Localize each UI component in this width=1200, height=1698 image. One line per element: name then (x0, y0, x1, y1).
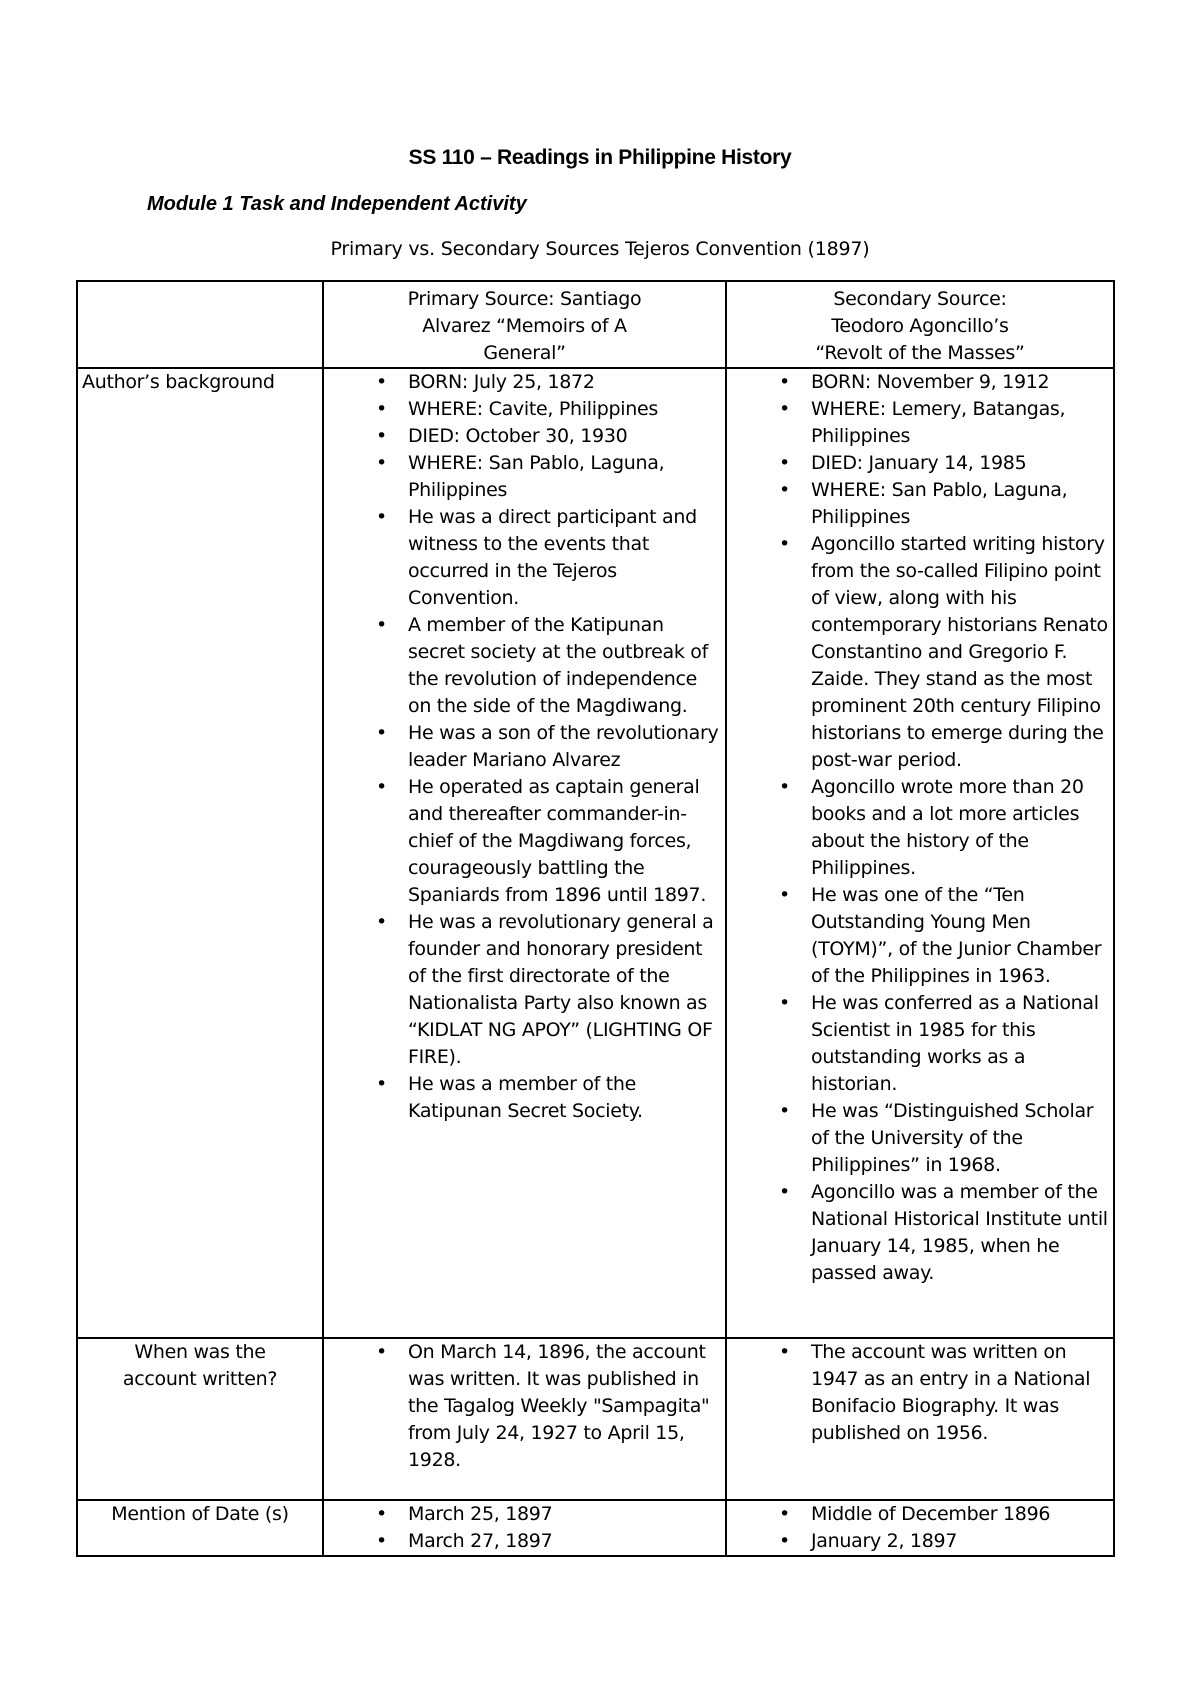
list-item: • On March 14, 1896, the account was written. It was published in the Tagalog Weekly "Sampagita" from July 24, 1927 to April 15, 1928. (328, 1339, 721, 1474)
list-item: • He was one of the “Ten Outstanding Young Men (TOYM)”, of the Junior Chamber of the Philippines in 1963. (731, 882, 1109, 990)
list-item: • He was a member of the Katipunan Secret Society. (328, 1071, 721, 1125)
secondary-cell (726, 1338, 1114, 1500)
list-item: • January 2, 1897 (731, 1528, 1109, 1555)
header-line: Secondary Source: (833, 288, 1007, 310)
list-item: • Agoncillo was a member of the National Historical Institute until January 14, 1985, when he passed away. (731, 1179, 1109, 1287)
table-caption: Primary vs. Secondary Sources Tejeros Convention (1897) (330, 238, 870, 260)
secondary-cell (726, 1500, 1114, 1556)
primary-cell (323, 1500, 726, 1556)
list-item: • He was “Distinguished Scholar of the University of the Philippines” in 1968. (731, 1098, 1109, 1179)
primary-cell (323, 1338, 726, 1500)
header-line: “Revolt of the Masses” (815, 342, 1025, 364)
bullet-list (328, 1501, 721, 1555)
header-line: Primary Source: Santiago (407, 288, 642, 310)
primary-cell (323, 368, 726, 1338)
list-item: • He was conferred as a National Scientist in 1985 for this outstanding works as a historian. (731, 990, 1109, 1098)
row-label: Mention of Date (s) (77, 1500, 323, 1556)
bullet-list (731, 1339, 1109, 1447)
header-line: Teodoro Agoncillo’s (831, 315, 1009, 337)
list-item: • DIED: October 30, 1930 (328, 423, 721, 450)
secondary-cell (726, 368, 1114, 1338)
header-line: Alvarez “Memoirs of A (422, 315, 627, 337)
header-primary-source (323, 281, 726, 368)
row-authors-background (77, 368, 1114, 1338)
row-mention-of-dates (77, 1500, 1114, 1556)
list-item: • WHERE: San Pablo, Laguna, Philippines (731, 477, 1109, 531)
document-title: SS 110 – Readings in Philippine History (408, 146, 792, 169)
row-label-text: When was the account written? (122, 1341, 278, 1390)
list-item: • He was a revolutionary general a founder and honorary president of the first directorate of the Nationalista Party also known as “KIDLAT NG APOY” (LIGHTING OF FIRE). (328, 909, 721, 1071)
bullet-list (328, 369, 721, 1125)
list-item: • The account was written on 1947 as an entry in a National Bonifacio Biography. It was published on 1956. (731, 1339, 1109, 1447)
list-item: • WHERE: San Pablo, Laguna, Philippines (328, 450, 721, 504)
row-label (77, 1338, 323, 1500)
list-item: • DIED: January 14, 1985 (731, 450, 1109, 477)
row-when-written (77, 1338, 1114, 1500)
list-item: • WHERE: Lemery, Batangas, Philippines (731, 396, 1109, 450)
header-empty-cell (77, 281, 323, 368)
list-item: • Agoncillo wrote more than 20 books and a lot more articles about the history of the Philippines. (731, 774, 1109, 882)
list-item: • He operated as captain general and thereafter commander-in-chief of the Magdiwang forces, courageously battling the Spaniards from 1896 until 1897. (328, 774, 721, 909)
list-item: • He was a direct participant and witness to the events that occurred in the Tejeros Convention. (328, 504, 721, 612)
list-item: • March 27, 1897 (328, 1528, 721, 1555)
bullet-list (731, 369, 1109, 1287)
list-item: • Middle of December 1896 (731, 1501, 1109, 1528)
list-item: • Agoncillo started writing history from the so-called Filipino point of view, along with his contemporary historians Renato Constantino and Gregorio F. Zaide. They stand as the most prominent 20th century Filipino historians to emerge during the post-war period. (731, 531, 1109, 774)
list-item: • WHERE: Cavite, Philippines (328, 396, 721, 423)
row-label: Author’s background (77, 368, 323, 1338)
header-secondary-source (726, 281, 1114, 368)
header-line: General” (483, 342, 566, 364)
bullet-list (328, 1339, 721, 1474)
table-header-row (77, 281, 1114, 368)
list-item: • BORN: November 9, 1912 (731, 369, 1109, 396)
list-item: • BORN: July 25, 1872 (328, 369, 721, 396)
list-item: • March 25, 1897 (328, 1501, 721, 1528)
bullet-list (731, 1501, 1109, 1555)
list-item: • He was a son of the revolutionary leader Mariano Alvarez (328, 720, 721, 774)
module-heading: Module 1 Task and Independent Activity (147, 193, 527, 215)
comparison-table (76, 280, 1115, 1557)
list-item: • A member of the Katipunan secret society at the outbreak of the revolution of independence on the side of the Magdiwang. (328, 612, 721, 720)
